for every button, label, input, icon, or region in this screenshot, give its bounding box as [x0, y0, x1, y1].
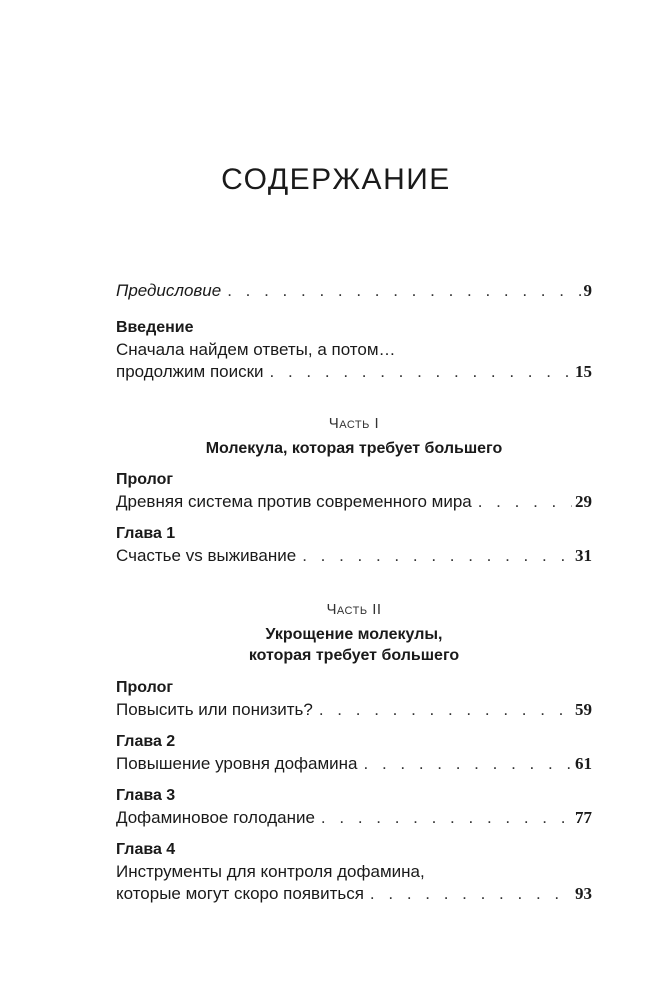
- page-number: 15: [575, 362, 592, 381]
- toc-entry-preface[interactable]: [116, 280, 592, 302]
- part-label: Часть I: [328, 415, 380, 432]
- entry-text-line: которые могут скоро появиться: [116, 884, 364, 903]
- toc-entry-part2-prolog[interactable]: [116, 677, 592, 721]
- dot-leader: [270, 361, 572, 383]
- entry-text-line: Дофаминовое голодание: [116, 808, 315, 827]
- part-title-line: которая требует большего: [248, 647, 460, 664]
- dot-leader: [319, 699, 572, 721]
- entry-heading: Глава 2: [116, 733, 176, 750]
- entry-text-line: Повышение уровня дофамина: [116, 754, 358, 773]
- entry-text-line: Сначала найдем ответы, а потом…: [116, 340, 396, 359]
- entry-text-line: Инструменты для контроля дофамина,: [116, 862, 425, 881]
- part-title: Молекула, которая требует большего: [205, 440, 503, 457]
- entry-heading: Глава 1: [116, 525, 176, 542]
- dot-leader: [321, 807, 572, 829]
- dot-leader: [370, 883, 572, 905]
- dot-leader: [364, 753, 573, 775]
- page-number: 93: [575, 884, 592, 903]
- entry-heading: Глава 4: [116, 841, 176, 858]
- page-number: 9: [583, 281, 592, 300]
- page-number: 61: [575, 754, 592, 773]
- toc-entry-chapter-4[interactable]: [116, 839, 592, 905]
- part-label: Часть II: [326, 601, 382, 618]
- page-number: 77: [575, 808, 592, 827]
- page-number: 31: [575, 546, 592, 565]
- page-number: 59: [575, 700, 592, 719]
- toc-entry-chapter-1[interactable]: [116, 523, 592, 567]
- entry-heading: Пролог: [116, 679, 174, 696]
- entry-text-line: продолжим поиски: [116, 362, 264, 381]
- part-2-header: [116, 599, 592, 666]
- entry-text-line: Повысить или понизить?: [116, 700, 313, 719]
- entry-heading: Глава 3: [116, 787, 176, 804]
- dot-leader: [302, 545, 572, 567]
- page-number: 29: [575, 492, 592, 511]
- preface-label: Предисловие: [116, 281, 222, 300]
- part-title-line: Укрощение молекулы,: [265, 626, 443, 643]
- entry-text-line: Счастье vs выживание: [116, 546, 297, 565]
- entry-text-line: Древняя система против современного мира: [116, 492, 472, 511]
- toc-entry-chapter-2[interactable]: [116, 731, 592, 775]
- toc-entry-chapter-3[interactable]: [116, 785, 592, 829]
- page-title: СОДЕРЖАНИЕ: [221, 163, 451, 196]
- entry-heading: Введение: [116, 319, 194, 336]
- toc-entry-part1-prolog[interactable]: [116, 469, 592, 513]
- dot-leader: [227, 280, 580, 302]
- toc-entry-intro[interactable]: [116, 317, 592, 383]
- entry-heading: Пролог: [116, 471, 174, 488]
- part-1-header: [116, 413, 592, 459]
- dot-leader: [478, 491, 572, 513]
